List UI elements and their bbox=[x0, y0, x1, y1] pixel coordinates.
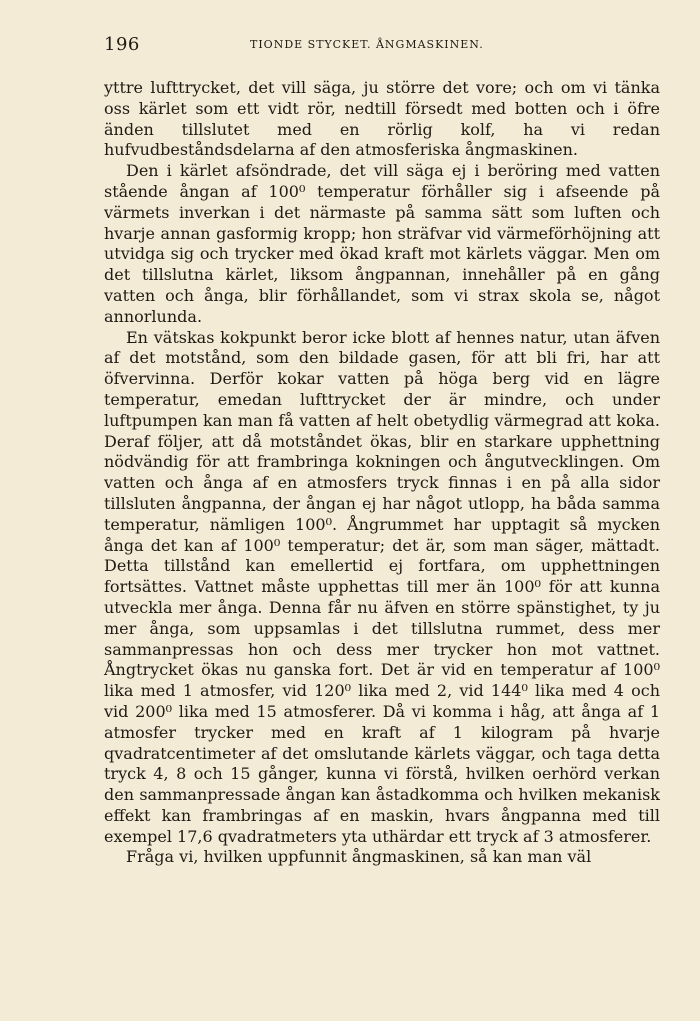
paragraph: En vätskas kokpunkt beror icke blott af hennes natur, utan äfven af det motstånd, som den bildade gasen, för att bli fri, har att öfvervinna. Derför kokar vatten på höga berg vid en lägre temperatur, emedan lufttrycket der är mindre, och under luftpumpen kan man få vatten af helt obetydlig värmegrad att koka. Deraf följer, att då motståndet ökas, blir en starkare upphettning nödvändig för att frambringa kokningen och ångutvecklingen. Om vatten och ånga af en atmosfers tryck finnas i en på alla sidor tillsluten ångpanna, der ångan ej har något utlopp, ha båda samma temperatur, nämligen 100⁰. Ångrummet har upptagit så mycken ånga det kan af 100⁰ temperatur; det är, som man säger, mättadt. Detta tillstånd kan emellertid ej fortfara, om upphettningen fortsättes. Vattnet måste upphettas till mer än 100⁰ för att kunna utveckla mer ånga. Denna får nu äfven en större spänstighet, ty ju mer ånga, som uppsamlas i det tillslutna rummet, dess mer sammanpressas hon och dess mer trycker hon mot vattnet. Ångtrycket ökas nu ganska fort. Det är vid en temperatur af 100⁰ lika med 1 atmosfer, vid 120⁰ lika med 2, vid 144⁰ lika med 4 och vid 200⁰ lika med 15 atmosferer. Då vi komma i håg, att ånga af 1 atmosfer trycker med en kraft af 1 kilogram på hvarje qvadratcentimeter af det omslutande kärlets väggar, och taga detta tryck 4, 8 och 15 gånger, kunna vi förstå, hvilken oerhörd verkan den sammanpressade ångan kan åstadkomma och hvilken mekanisk effekt kan frambringas af en maskin, hvars ångpanna med till exempel 17,6 qvadratmeters yta uthärdar ett tryck af 3 atmosferer. bbox=[104, 327, 660, 846]
paragraph: Fråga vi, hvilken uppfunnit ångmaskinen, så kan man väl bbox=[126, 847, 592, 867]
page-body bbox=[104, 78, 660, 868]
paragraph: Den i kärlet afsöndrade, det vill säga ej i beröring med vatten stående ångan af 100⁰ temperatur förhåller sig i afseende på värmets inverkan i det närmaste på samma sätt som luften och hvarje annan gasformig kropp; hon sträfvar vid värmeförhöjning att utvidga sig och trycker med ökad kraft mot kärlets väggar. Men om det tillslutna kärlet, liksom ångpannan, innehåller på en gång vatten och ånga, blir förhållandet, som vi strax skola se, något annorlunda. bbox=[104, 161, 660, 326]
running-head: TIONDE STYCKET. ÅNGMASKINEN. bbox=[250, 38, 484, 51]
page-header bbox=[104, 34, 656, 58]
page-number: 196 bbox=[104, 34, 140, 55]
paragraph: yttre lufttrycket, det vill säga, ju större det vore; och om vi tänka oss kärlet som ett vidt rör, nedtill försedt med botten och i öfre änden tillslutet med en rörlig kolf, ha vi redan hufvudbeståndsdelarna af den atmosferiska ångmaskinen. bbox=[104, 78, 660, 160]
